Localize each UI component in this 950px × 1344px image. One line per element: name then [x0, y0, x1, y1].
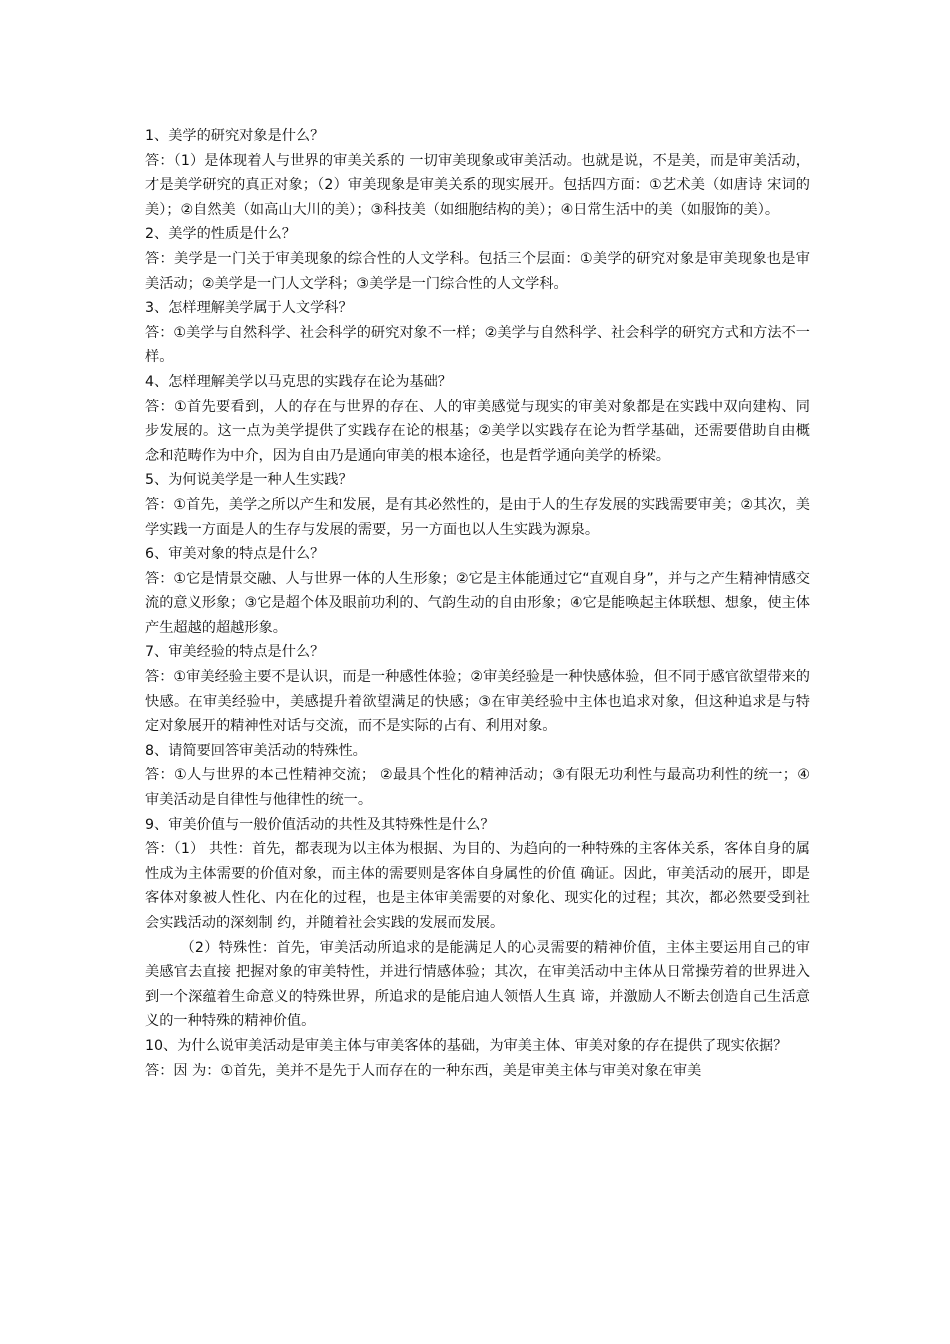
- question-10: 10、为什么说审美活动是审美主体与审美客体的基础，为审美主体、审美对象的存在提供了现实依据？: [145, 1037, 788, 1054]
- question-8: 8、请简要回答审美活动的特殊性。: [145, 742, 367, 759]
- answer-9-part-2: （2）特殊性：首先，审美活动所追求的是能满足人的心灵需要的精神价值，主体主要运用自己的审美感官去直接 把握对象的审美特性，并进行情感体验；其次，在审美活动中主体从日常操劳着的世界进入到一个深蕴着生命意义的特殊世界，所追求的是能启迪人领悟人生真 谛，并激励人不断去创造自己生活意义的一种特殊的精神价值。: [145, 939, 810, 1030]
- question-2: 2、美学的性质是什么？: [145, 226, 296, 243]
- answer-3: 答：①美学与自然科学、社会科学的研究对象不一样；②美学与自然科学、社会科学的研究方式和方法不一样。: [145, 324, 810, 366]
- answer-4: 答：①首先要看到，人的存在与世界的存在、人的审美感觉与现实的审美对象都是在实践中双向建构、同步发展的。这一点为美学提供了实践存在论的根基；②美学以实践存在论为哲学基础，还需要借助自由概念和范畴作为中介，因为自由乃是通向审美的根本途径，也是哲学通向美学的桥梁。: [145, 398, 810, 464]
- question-4: 4、怎样理解美学以马克思的实践存在论为基础？: [145, 373, 452, 390]
- question-9: 9、审美价值与一般价值活动的共性及其特殊性是什么？: [145, 816, 495, 833]
- question-5: 5、为何说美学是一种人生实践？: [145, 472, 353, 489]
- document-page: [145, 124, 810, 1083]
- question-1: 1、美学的研究对象是什么？: [145, 128, 325, 144]
- answer-8: 答：①人与世界的本己性精神交流； ②最具个性化的精神活动；③有限无功利性与最高功利性的统一；④审美活动是自律性与他律性的统一。: [145, 767, 810, 809]
- answer-5: 答：①首先，美学之所以产生和发展，是有其必然性的，是由于人的生存发展的实践需要审美；②其次，美学实践一方面是人的生存与发展的需要，另一方面也以人生实践为源泉。: [145, 496, 810, 538]
- answer-6: 答：①它是情景交融、人与世界一体的人生形象；②它是主体能通过它“直观自身”，并与之产生精神情感交流的意义形象；③它是超个体及眼前功利的、气韵生动的自由形象；④它是能唤起主体联想、想象，使主体产生超越的超越形象。: [145, 570, 810, 636]
- question-7: 7、审美经验的特点是什么？: [145, 644, 325, 661]
- answer-1: 答：（1）是体现着人与世界的审美关系的 一切审美现象或审美活动。也就是说，不是美，而是审美活动，才是美学研究的真正对象；（2）审美现象是审美关系的现实展开。包括四方面：①艺术美（如唐诗 宋词的美）；②自然美（如高山大川的美）；③科技美（如细胞结构的美）；④日常生活中的美（如服饰的美）。: [145, 152, 810, 218]
- answer-10: 答：因 为：①首先，美并不是先于人而存在的一种东西，美是审美主体与审美对象在审美: [145, 1062, 702, 1079]
- question-3: 3、怎样理解美学属于人文学科？: [145, 300, 353, 317]
- answer-9-part-1: 答：（1） 共性：首先，都表现为以主体为根据、为目的、为趋向的一种特殊的主客体关系，客体自身的属性成为主体需要的价值对象，而主体的需要则是客体自身属性的价值 确证。因此，审美活动的展开，即是客体对象被人性化、内在化的过程，也是主体审美需要的对象化、现实化的过程；其次，都必然要受到社会实践活动的深刻制 约，并随着社会实践的发展而发展。: [145, 841, 810, 931]
- answer-2: 答：美学是一门关于审美现象的综合性的人文学科。包括三个层面：①美学的研究对象是审美现象也是审美活动；②美学是一门人文学科；③美学是一门综合性的人文学科。: [145, 250, 810, 292]
- question-6: 6、审美对象的特点是什么？: [145, 546, 325, 563]
- answer-7: 答：①审美经验主要不是认识，而是一种感性体验；②审美经验是一种快感体验，但不同于感官欲望带来的快感。在审美经验中，美感提升着欲望满足的快感；③在审美经验中主体也追求对象，但这种追求是与特定对象展开的精神性对话与交流，而不是实际的占有、利用对象。: [145, 669, 810, 735]
